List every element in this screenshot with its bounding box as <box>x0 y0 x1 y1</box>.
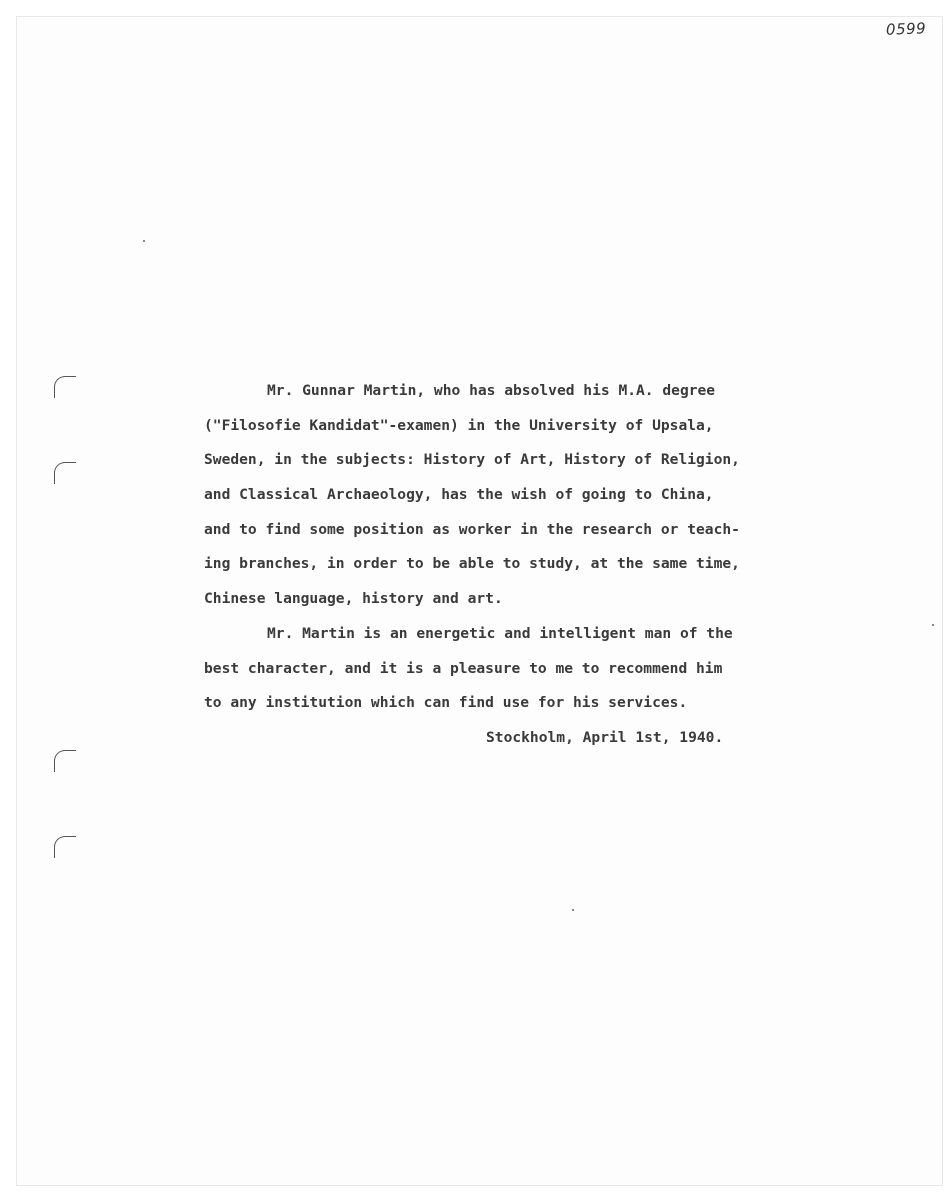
paragraph-2-line: to any institution which can find use for his services. <box>204 694 688 712</box>
document-page <box>16 16 943 1186</box>
punch-hole-mark <box>54 750 76 772</box>
page-number: 0599 <box>885 19 927 39</box>
punch-hole-mark <box>54 462 76 484</box>
dateline: Stockholm, April 1st, 1940. <box>486 728 724 746</box>
letter-body <box>204 374 864 756</box>
paragraph-1-line: and to find some position as worker in the research or teach- <box>204 520 740 538</box>
paragraph-1-line: Sweden, in the subjects: History of Art, History of Religion, <box>204 451 740 469</box>
paragraph-1-line: and Classical Archaeology, has the wish of going to China, <box>204 486 714 504</box>
punch-hole-mark <box>54 376 76 398</box>
punch-hole-mark <box>54 836 76 858</box>
paper-speck <box>932 624 934 626</box>
paragraph-1-line: ing branches, in order to be able to study, at the same time, <box>204 555 740 573</box>
paragraph-2-line: best character, and it is a pleasure to me to recommend him <box>204 659 723 677</box>
paper-speck <box>143 240 145 242</box>
paragraph-2-line: Mr. Martin is an energetic and intelligent man of the <box>267 624 733 642</box>
paragraph-1-line: Mr. Gunnar Martin, who has absolved his M.A. degree <box>267 382 716 399</box>
paragraph-1-line: ("Filosofie Kandidat"-examen) in the University of Upsala, <box>204 416 714 434</box>
paragraph-1-line: Chinese language, history and art. <box>204 590 503 608</box>
paper-speck <box>572 909 574 911</box>
